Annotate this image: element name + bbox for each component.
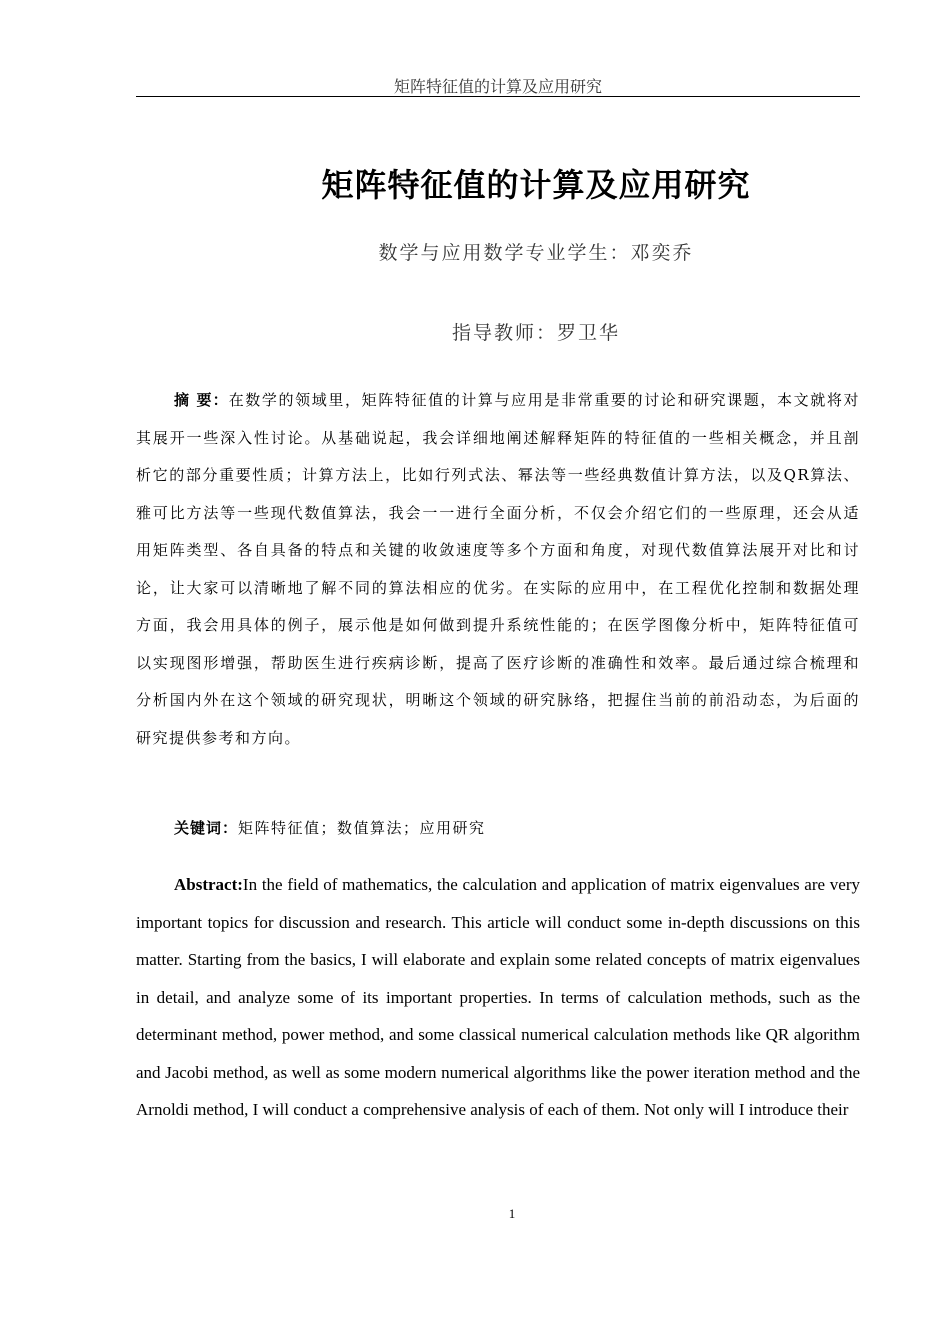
abstract-en-text: In the field of mathematics, the calculation and application of matrix eigenvalues are very important topics for discussion and research. This article will conduct some in-depth discussions on this matter. Starting from the basics, I will elaborate and explain some related concepts of matrix eigenvalues in detail, and analyze some of its important properties. In terms of calculation methods, such as the determinant method, power method, and some classical numerical calculation methods like QR algorithm and Jacobi method, as well as some modern numerical algorithms like the power iteration method and the Arnoldi method, I will conduct a comprehensive analysis of each of them. Not only will I introduce their (136, 875, 860, 1119)
header-rule (136, 96, 860, 97)
running-header: 矩阵特征值的计算及应用研究 (393, 77, 602, 96)
abstract-en-label: Abstract: (174, 875, 243, 894)
abstract-cn (136, 382, 860, 757)
keywords-cn (136, 810, 860, 848)
keywords-cn-label: 关键词： (174, 819, 239, 837)
advisor-line: 指导教师：罗卫华 (451, 322, 620, 344)
abstract-cn-label: 摘 要： (174, 391, 229, 409)
keywords-cn-text: 矩阵特征值；数值算法；应用研究 (238, 819, 486, 837)
abstract-cn-text: 在数学的领域里，矩阵特征值的计算与应用是非常重要的讨论和研究课题，本文就将对其展开一些深入性讨论。从基础说起，我会详细地阐述解释矩阵的特征值的一些相关概念，并且剖析它的部分重要性质；计算方法上，比如行列式法、幂法等一些经典数值计算方法，以及QR算法、雅可比方法等一些现代数值算法，我会一一进行全面分析，不仅会介绍它们的一些原理，还会从适用矩阵类型、各自具备的特点和关键的收敛速度等多个方面和角度，对现代数值算法展开对比和讨论，让大家可以清晰地了解不同的算法相应的优劣。在实际的应用中，在工程优化控制和数据处理方面，我会用具体的例子，展示他是如何做到提升系统性能的；在医学图像分析中，矩阵特征值可以实现图形增强，帮助医生进行疾病诊断，提高了医疗诊断的准确性和效率。最后通过综合梳理和分析国内外在这个领域的研究现状，明晰这个领域的研究脉络，把握住当前的前沿动态，为后面的研究提供参考和方向。 (136, 391, 860, 747)
author-line: 数学与应用数学专业学生：邓奕乔 (378, 242, 694, 264)
page-number: 1 (508, 1206, 516, 1221)
abstract-en (136, 866, 860, 1129)
paper-title: 矩阵特征值的计算及应用研究 (321, 166, 751, 204)
